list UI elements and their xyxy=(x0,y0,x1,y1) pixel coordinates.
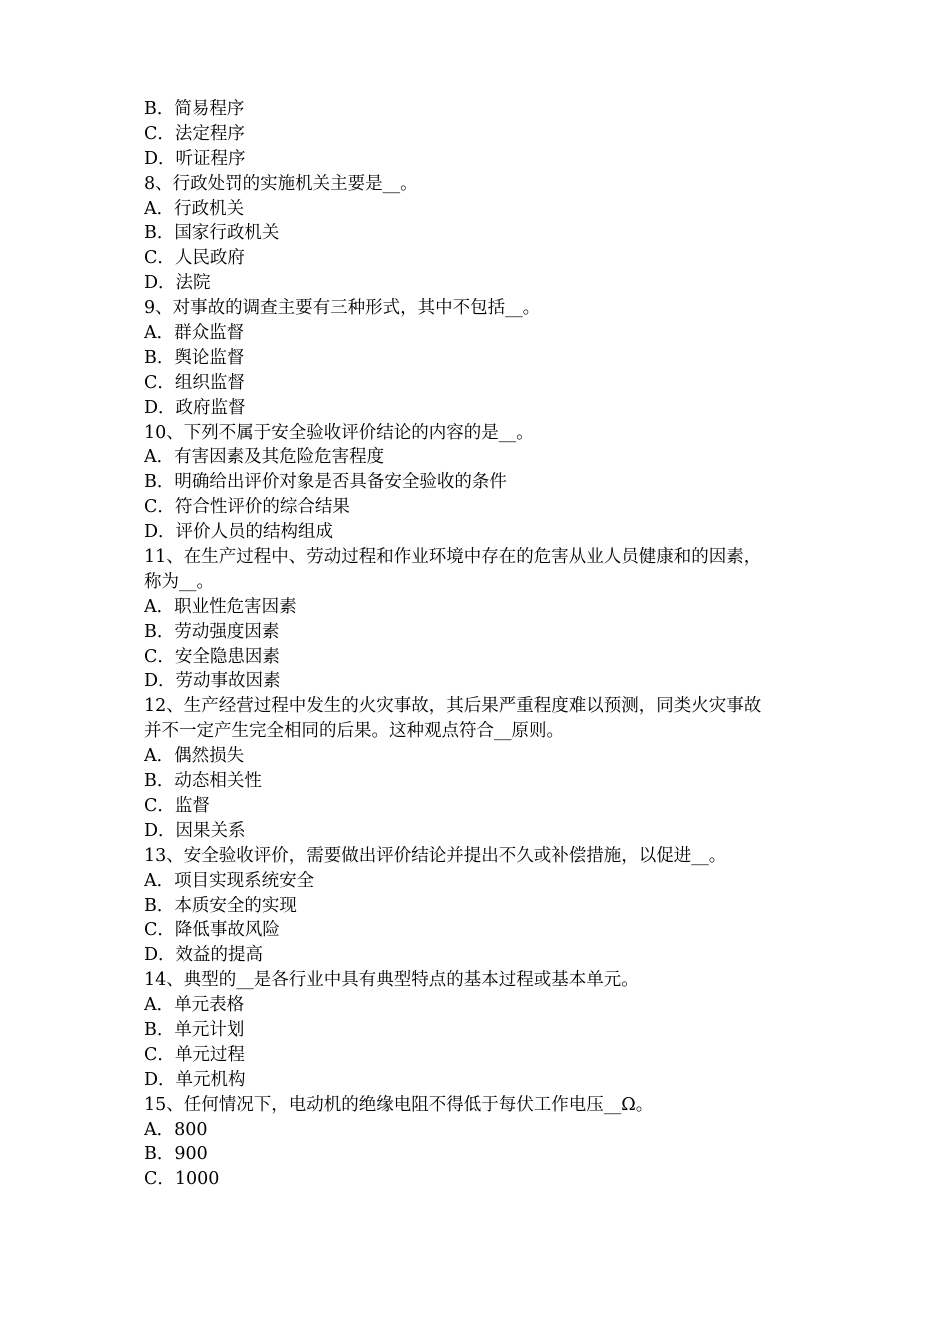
question-14: 14、典型的__是各行业中具有典型特点的基本过程或基本单元。 xyxy=(144,970,639,991)
option-b-q11: B．劳动强度因素 xyxy=(144,621,280,642)
question-11-line-1: 11、在生产过程中、劳动过程和作业环境中存在的危害从业人员健康和的因素， xyxy=(144,547,762,568)
option-c-q12: C．监督 xyxy=(144,795,210,816)
option-d-q10: D．评价人员的结构组成 xyxy=(144,522,334,543)
question-15: 15、任何情况下，电动机的绝缘电阻不得低于每伏工作电压__Ω。 xyxy=(144,1094,654,1115)
option-d-q7: D．听证程序 xyxy=(144,148,246,169)
option-d-q12: D．因果关系 xyxy=(144,820,246,841)
document-page xyxy=(144,97,820,1192)
option-a-q8: A．行政机关 xyxy=(144,198,245,219)
option-a-q9: A．群众监督 xyxy=(144,323,245,344)
question-8: 8、行政处罚的实施机关主要是__。 xyxy=(144,173,418,194)
option-a-q13: A．项目实现系统安全 xyxy=(144,870,315,891)
option-c-q14: C．单元过程 xyxy=(144,1044,245,1065)
option-b-q14: B．单元计划 xyxy=(144,1019,245,1040)
option-d-q9: D．政府监督 xyxy=(144,397,246,418)
option-a-q12: A．偶然损失 xyxy=(144,746,245,767)
question-12-line-2: 并不一定产生完全相同的后果。这种观点符合__原则。 xyxy=(144,721,564,742)
option-b-q12: B．动态相关性 xyxy=(144,771,262,792)
question-10: 10、下列不属于安全验收评价结论的内容的是__。 xyxy=(144,422,534,443)
option-c-q10: C．符合性评价的综合结果 xyxy=(144,497,350,518)
question-9: 9、对事故的调查主要有三种形式，其中不包括__。 xyxy=(144,298,541,319)
option-b-q13: B．本质安全的实现 xyxy=(144,895,297,916)
option-a-q11: A．职业性危害因素 xyxy=(144,596,297,617)
option-b-q8: B．国家行政机关 xyxy=(144,223,280,244)
option-a-q10: A．有害因素及其危险危害程度 xyxy=(144,447,385,468)
option-c-q15: C．1000 xyxy=(144,1169,220,1190)
option-b-q9: B．舆论监督 xyxy=(144,347,245,368)
option-d-q11: D．劳动事故因素 xyxy=(144,671,281,692)
option-b-q15: B．900 xyxy=(144,1144,208,1165)
option-c-q13: C．降低事故风险 xyxy=(144,920,280,941)
question-13: 13、安全验收评价，需要做出评价结论并提出不久或补偿措施，以促进__。 xyxy=(144,845,727,866)
option-c-q7: C．法定程序 xyxy=(144,123,245,144)
option-d-q13: D．效益的提高 xyxy=(144,945,264,966)
option-b-q10: B．明确给出评价对象是否具备安全验收的条件 xyxy=(144,472,507,493)
option-d-q14: D．单元机构 xyxy=(144,1069,246,1090)
option-d-q8: D．法院 xyxy=(144,273,211,294)
option-a-q15: A．800 xyxy=(144,1119,208,1140)
option-c-q8: C．人民政府 xyxy=(144,248,245,269)
option-a-q14: A．单元表格 xyxy=(144,995,245,1016)
question-12-line-1: 12、生产经营过程中发生的火灾事故，其后果严重程度难以预测，同类火灾事故 xyxy=(144,696,762,717)
option-b-q7: B．简易程序 xyxy=(144,99,245,119)
option-c-q11: C．安全隐患因素 xyxy=(144,646,280,667)
option-c-q9: C．组织监督 xyxy=(144,372,245,393)
question-11-line-2: 称为__。 xyxy=(144,571,214,592)
